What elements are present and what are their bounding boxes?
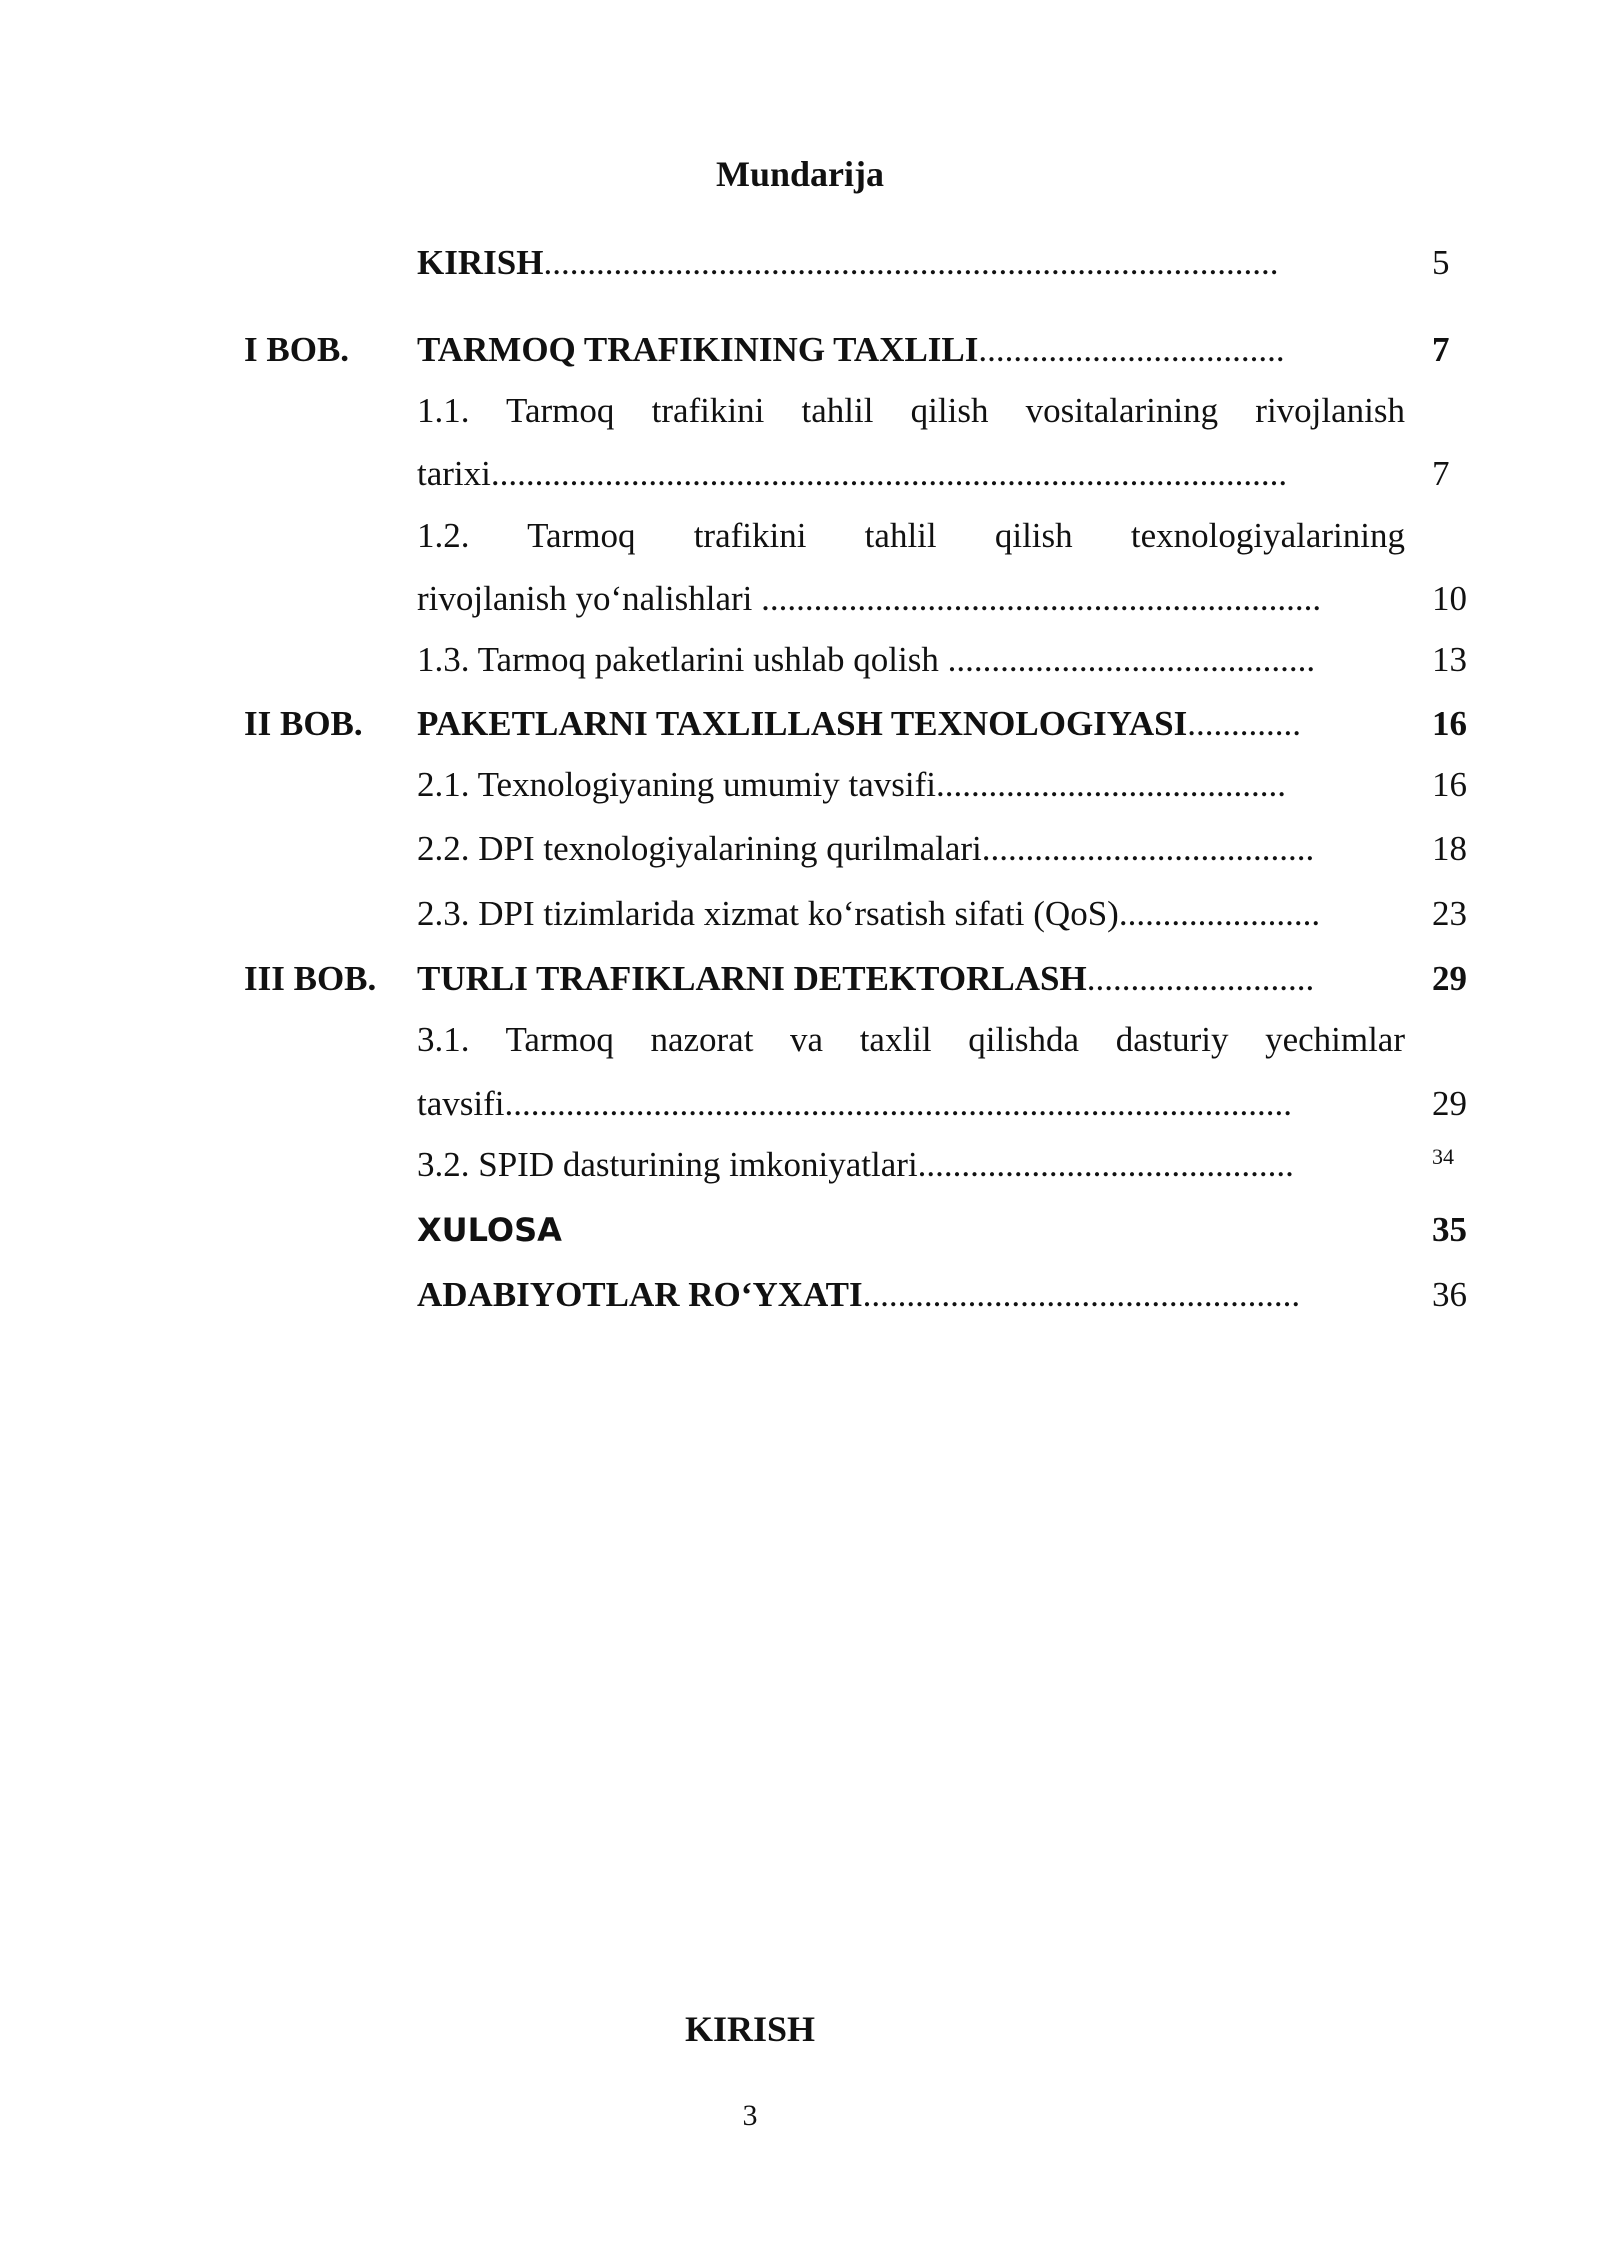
toc-entry-kirish[interactable] — [417, 241, 1278, 285]
toc-entry-label: TARMOQ TRAFIKINING TAXLILI — [417, 330, 979, 369]
toc-page-number: 16 — [1432, 704, 1467, 743]
toc-entry-2-1[interactable] — [417, 763, 1286, 807]
chapter-label: III BOB. — [244, 959, 377, 998]
toc-entry-label: PAKETLARNI TAXLILLASH TEXNOLOGIYASI — [417, 704, 1188, 743]
toc-entry-label: XULOSA — [417, 1211, 562, 1249]
toc-leader-dots: ........................................... — [917, 1145, 1294, 1184]
toc-page-number: 34 — [1432, 1144, 1454, 1169]
toc-page-number: 7 — [1432, 454, 1450, 493]
toc-page-number: 5 — [1432, 243, 1450, 282]
toc-entry-3-1-line1[interactable]: 3.1. Tarmoq nazorat va taxlil qilishda dasturiy yechimlar — [417, 1020, 1405, 1059]
toc-page-number: 10 — [1432, 579, 1467, 618]
toc-leader-dots: ........................................ — [935, 765, 1286, 804]
toc-entry-1-2-line1[interactable]: 1.2. Tarmoq trafikini tahlil qilish texnologiyalarining — [417, 516, 1405, 555]
toc-leader-dots: .......................................... — [947, 640, 1316, 679]
section-heading-kirish: KIRISH — [684, 2009, 816, 2049]
toc-leader-dots: .......................... — [1086, 959, 1315, 998]
toc-entry-label: KIRISH — [417, 243, 544, 282]
toc-leader-dots: ................................................................ — [761, 579, 1322, 618]
chapter-label: I BOB. — [244, 330, 350, 369]
toc-entry-adabiyotlar[interactable] — [417, 1273, 1300, 1317]
toc-leader-dots: ........................................................................................... — [490, 454, 1288, 493]
toc-title: Mundarija — [715, 154, 884, 194]
toc-entry-chapter-2[interactable] — [417, 702, 1301, 746]
toc-entry-label: ADABIYOTLAR RO‘YXATI — [417, 1275, 863, 1314]
chapter-label: II BOB. — [244, 704, 363, 743]
toc-leader-dots: ............. — [1187, 704, 1301, 743]
toc-entry-chapter-3[interactable] — [417, 957, 1314, 1001]
toc-entry-1-3[interactable] — [417, 638, 1315, 682]
toc-entry-label: 1.3. Tarmoq paketlarini ushlab qolish — [417, 640, 948, 679]
toc-entry-label: rivojlanish yo‘nalishlari — [417, 579, 762, 618]
toc-leader-dots: ...................................... — [981, 829, 1315, 868]
toc-page-number: 35 — [1432, 1210, 1467, 1249]
toc-page-number: 16 — [1432, 765, 1467, 804]
toc-entry-1-2[interactable] — [417, 577, 1321, 621]
toc-entry-label: 2.2. DPI texnologiyalarining qurilmalari — [417, 829, 982, 868]
toc-page-number: 36 — [1432, 1275, 1467, 1314]
toc-entry-3-2[interactable] — [417, 1143, 1294, 1187]
toc-entry-2-2[interactable] — [417, 827, 1314, 871]
toc-entry-label: 2.1. Texnologiyaning umumiy tavsifi — [417, 765, 936, 804]
toc-leader-dots: .......................................................................................... — [504, 1084, 1292, 1123]
toc-leader-dots: ....................... — [1118, 894, 1321, 933]
toc-leader-dots: ................................... — [978, 330, 1285, 369]
toc-page-number: 7 — [1432, 330, 1450, 369]
toc-page-number: 13 — [1432, 640, 1467, 679]
toc-entry-label: TURLI TRAFIKLARNI DETEKTORLASH — [417, 959, 1087, 998]
toc-entry-1-1[interactable] — [417, 452, 1287, 496]
toc-entry-xulosa[interactable] — [417, 1208, 562, 1252]
toc-entry-label: tavsifi — [417, 1084, 505, 1123]
toc-entry-1-1-line1[interactable]: 1.1. Tarmoq trafikini tahlil qilish vositalarining rivojlanish — [417, 391, 1405, 430]
toc-entry-label: tarixi — [417, 454, 491, 493]
toc-page-number: 29 — [1432, 1084, 1467, 1123]
toc-page-number: 29 — [1432, 959, 1467, 998]
toc-entry-2-3[interactable] — [417, 892, 1320, 936]
toc-page-number: 18 — [1432, 829, 1467, 868]
toc-leader-dots: .................................................................................... — [543, 243, 1279, 282]
toc-entry-3-1[interactable] — [417, 1082, 1292, 1126]
toc-page-number: 23 — [1432, 894, 1467, 933]
toc-entry-label: 2.3. DPI tizimlarida xizmat ko‘rsatish sifati (QoS) — [417, 894, 1119, 933]
page-number: 3 — [742, 2099, 758, 2132]
toc-entry-chapter-1[interactable] — [417, 328, 1285, 372]
toc-entry-label: 3.2. SPID dasturining imkoniyatlari — [417, 1145, 918, 1184]
toc-leader-dots: .................................................. — [862, 1275, 1301, 1314]
